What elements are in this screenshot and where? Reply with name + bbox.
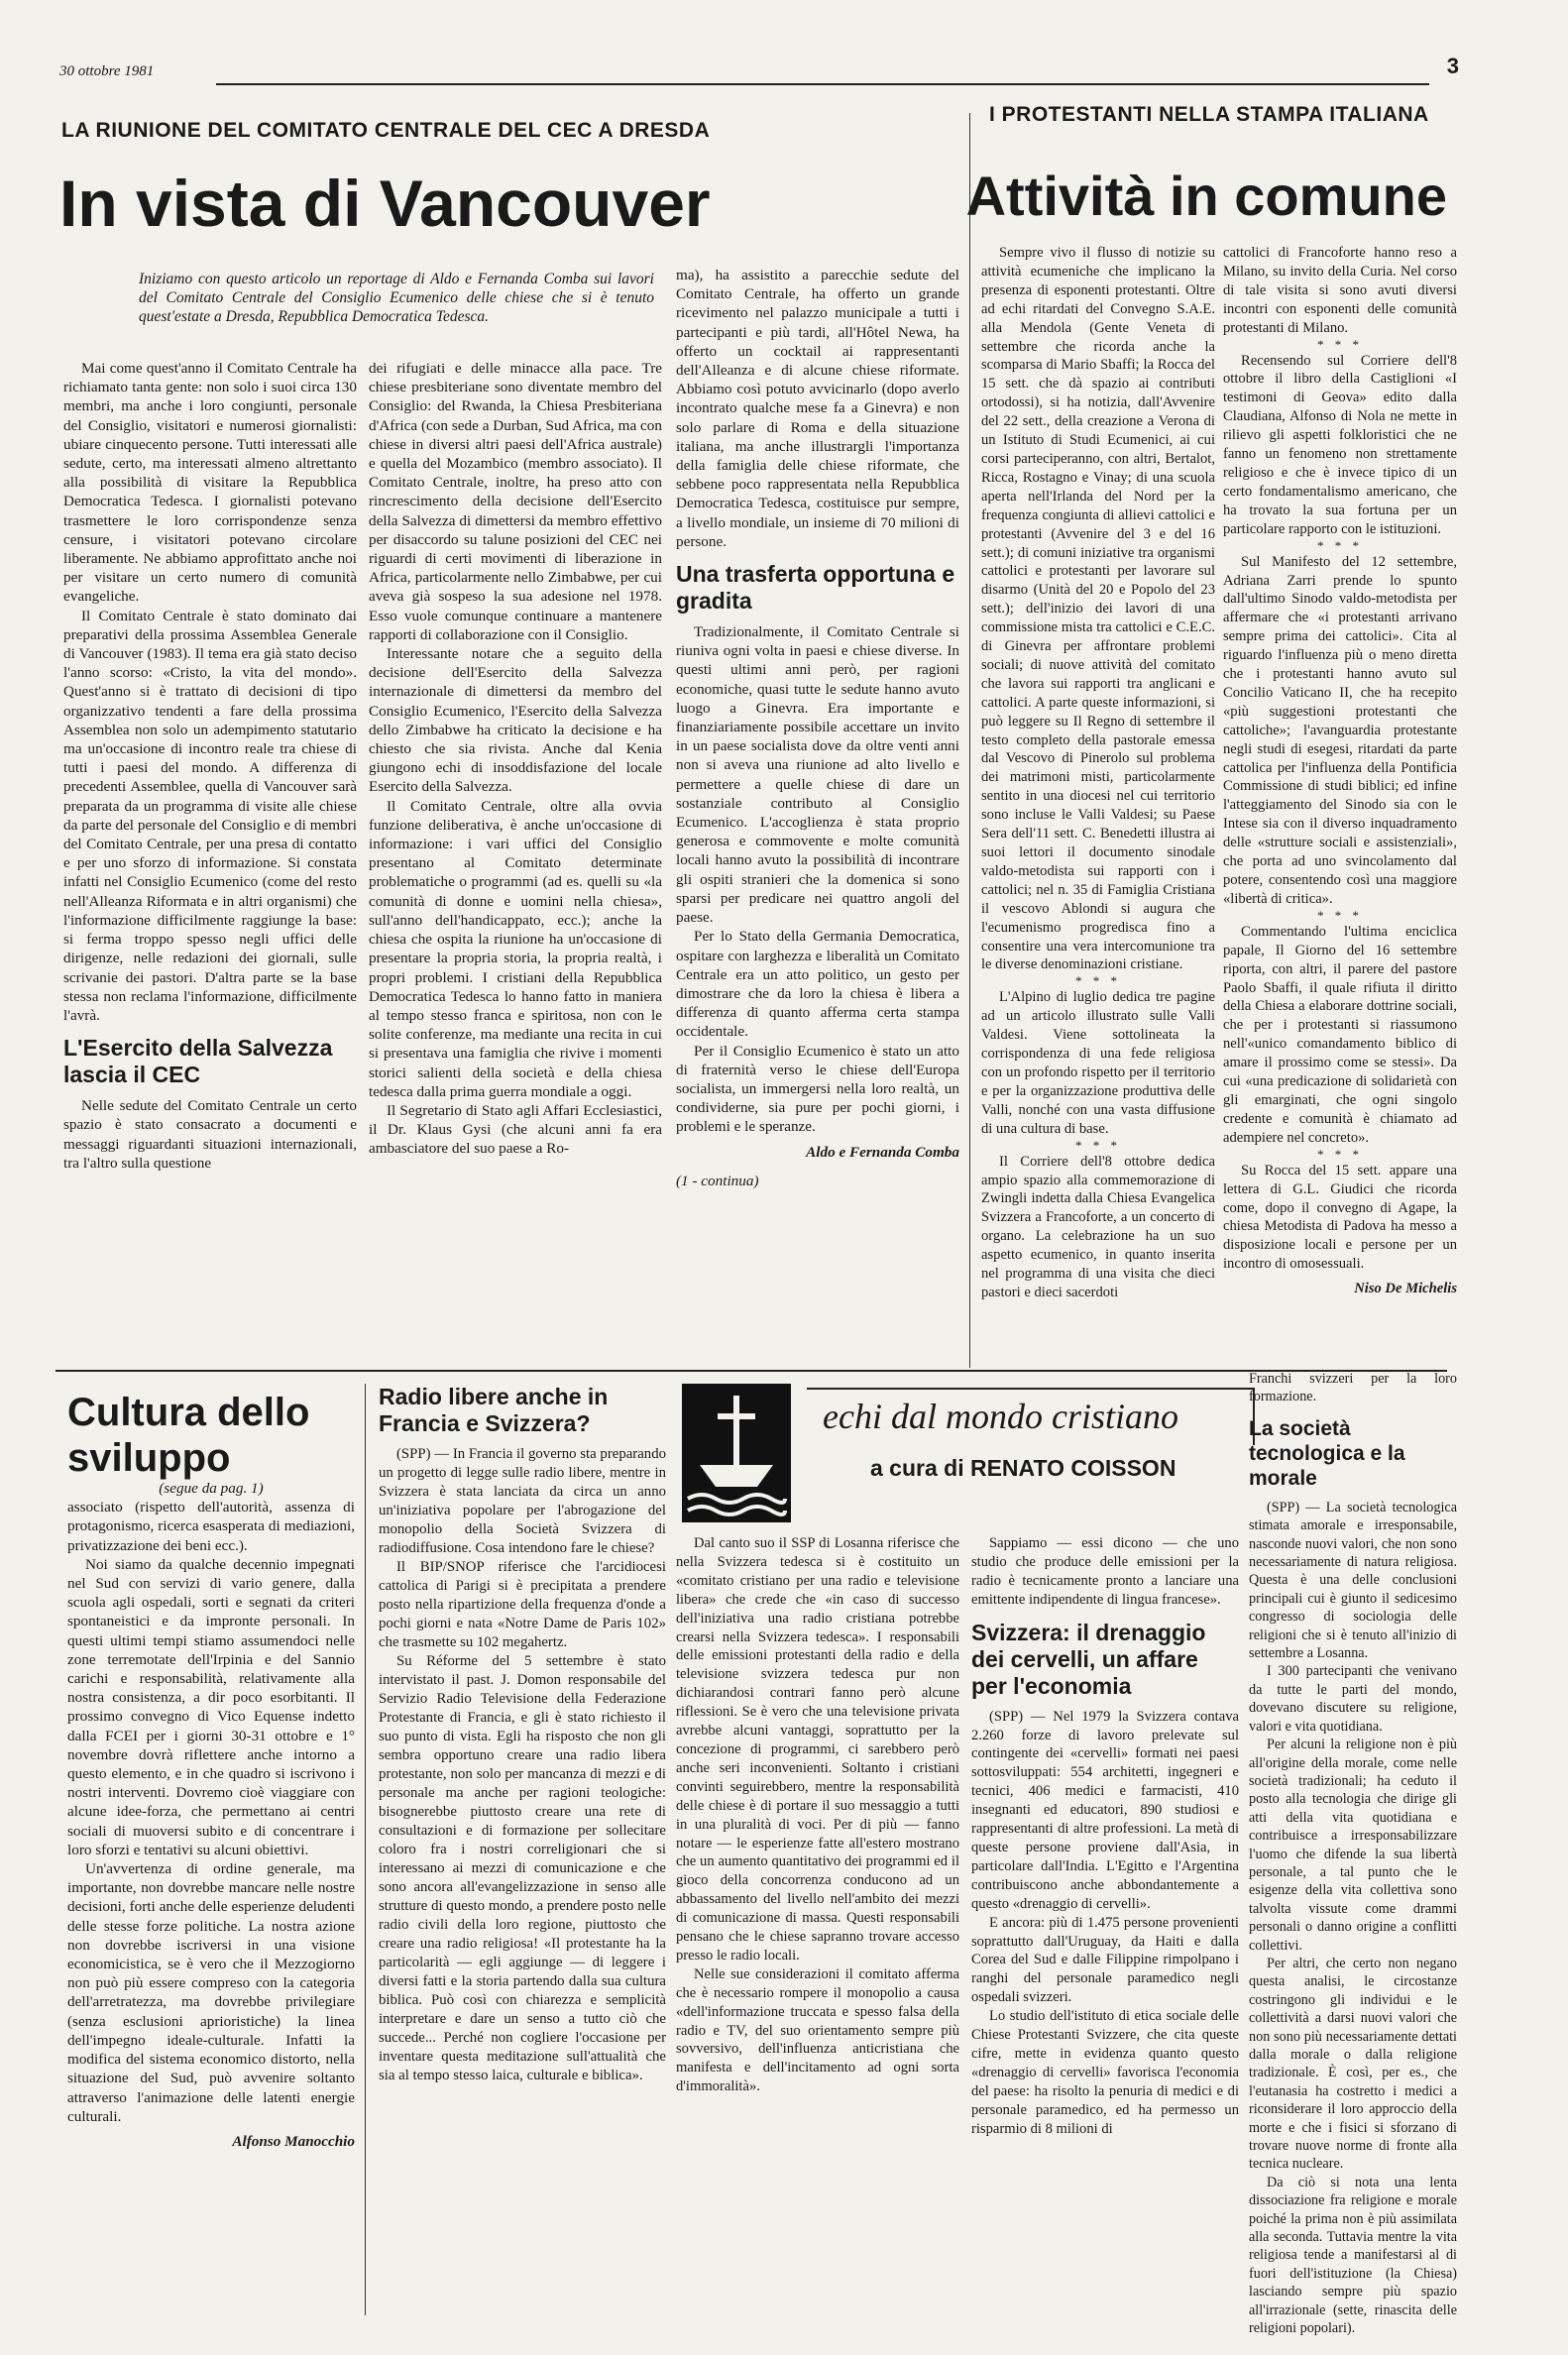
- paragraph: Sul Manifesto del 12 settembre, Adriana Zarri prende lo spunto dall'ultimo Sinodo valdo-metodista per affermare che «i protestanti arrivano sempre prima dei cattolici». Cita al riguardo l'influenza più o meno diretta che i protestanti hanno avuto sul Concilio Vaticano II, che ha recepito «più suggestioni protestanti che cattoliche»; l'avanguardia protestante negli studi di esegesi, ritardati da parte cattolica per l'influenza della Pontificia Commissione di studi biblici; ed infine l'atteggiamento del Sinodo sia con le Intese sia con il diverso inquadramento delle «strutture sociali e assistenziali», che porta ad uno svincolamento dal potere, consentendo così una maggiore «libertà di critica».: [1223, 553, 1457, 907]
- paragraph: (SPP) — La società tecnologica stimata amorale e irresponsabile, nasconde nuovi valori, che non sono necessariamente di natura religiosa. Questa è una delle conclusioni principali cui è giunto il sedicesimo congresso di sociologia delle religioni che si è tenuto all'inizio di settembre a Losanna.: [1249, 1499, 1457, 1662]
- paragraph: Interessante notare che a seguito della decisione dell'Esercito della Salvezza internazionale di dimettersi da membro del Consiglio Ecumenico, l'Esercito della Salvezza dello Zimbabwe ha criticato la decisione e ha chiesto che sia rivista. Anche dal Kenia giungono echi di insoddisfazione del locale Esercito della Salvezza.: [369, 645, 662, 796]
- page-number: 3: [1446, 54, 1459, 78]
- paragraph: (SPP) — Nel 1979 la Svizzera contava 2.260 forze di lavoro prelevate sul contingente dei «cervelli» formati nei paesi sottosviluppati: 554 architetti, ingegneri e tecnici, 406 medici e farmacisti, 410 insegnanti ed educatori, 890 studiosi e rappresentanti di altre professioni. La metà di queste persone proviene dall'Asia, in particolare dall'India. L'Egitto e l'Argentina contribuiscono anche abbondantemente a questo «drenaggio di cervelli».: [971, 1708, 1239, 1912]
- paragraph: Commentando l'ultima enciclica papale, Il Giorno del 16 settembre riporta, con altri, il parere del pastore Paolo Sbaffi, il quale rifiuta il diritto della Chiesa a elaborare dottrine sociali, che per i protestanti si riassumono nell'«unico comandamento biblico di amare il prossimo come se stessi». Da cui «una predicazione di solidarietà con gli emarginati, che ogni singolo credente e comunità è chiamato ad adempiere nel concreto».: [1223, 923, 1457, 1146]
- left-kicker: LA RIUNIONE DEL COMITATO CENTRALE DEL CEC A DRESDA: [61, 119, 711, 142]
- paragraph: dei rifugiati e delle minacce alla pace. Tre chiese presbiteriane sono diventate membro del Consiglio: del Rwanda, la Chiesa Presbiteriana d'Africa (con sede a Durban, Sud Africa, ma con chiese in diversi altri paesi dell'Africa australe) e quella del Mozambico (membro associato). Il Comitato Centrale, inoltre, ha preso atto con rincrescimento della decisione dell'Esercito della Salvezza di dimettersi da membro effettivo per disaccordo su talune posizioni del CEC nei riguardi di certi movimenti di liberazione in Africa, particolarmente nello Zimbabwe, per cui aveva già sospeso la sua adesione nel 1978. Esso vuole comunque continuare a mantenere rapporti di collaborazione con il Consiglio.: [369, 360, 662, 643]
- echi-col-c: [1249, 1370, 1457, 2338]
- right-headline: Attività in comune: [965, 165, 1447, 227]
- paragraph: Sempre vivo il flusso di notizie su attività ecumeniche che implicano la presenza di esponenti protestanti. Oltre ad echi ritardati del Convegno S.A.E. alla Mendola (Gente Veneta di settembre che ricorda anche la scomparsa di Mario Sbaffi; la Rocca del 15 sett. che dà spazio ai contributi ortodossi), si ha notizia, dall'Avvenire del 22 sett., della creazione a Verona di un Istituto di Studi Ecumenici, ai cui corsi parteciperanno, con altri, Bertalot, Ricca, Rostagno e Vinay; di una scuola aperta nell'Irlanda del Nord per la frequenza congiunta di allievi cattolici e protestanti (Avvenire del 3 e del 16 sett.); di comuni iniziative tra organismi cattolici e protestanti per lavorare sul disarmo (Unità del 20 e Popolo del 23 sett.); dell'inizio dei lavori di una commissione mista tra cattolici e C.E.C. di Ginevra per affrontare problemi sociali; di nuove attività del comitato che lavora sui rapporti tra anglicani e cattolici. A parte queste informazioni, si può leggere su Il Regno di settembre il testo completo della pastorale emessa dal Vescovo di Pinerolo sul problema dei matrimoni misti, particolarmente sentito in una diocesi nel cui territorio sono incluse le Valli Valdesi; su Paese Sera dell'11 sett. C. Benedetti illustra ai suoi lettori il documento sinodale valdo-metodista sui rapporti con i cattolici; nel n. 35 di Famiglia Cristiana il vescovo Ablondi si augura che l'ecumenismo progredisca fino a consentire una vera intercomunione tra le diverse denominazioni cristiane.: [981, 245, 1215, 973]
- paragraph: Su Rocca del 15 sett. appare una lettera di G.L. Giudici che ricorda come, dopo il convegno di Agape, la chiesa Metodista di Padova ha messo a disposizione locali e persone per un incontro di omosessuali.: [1223, 1162, 1457, 1273]
- right-kicker: I PROTESTANTI NELLA STAMPA ITALIANA: [989, 103, 1429, 126]
- paragraph: Per alcuni la religione non è più all'origine della morale, come nelle società tradizionali; ha ceduto il posto alla tecnologia che dirige gli atti della vita quotidiana e contribuisce a irresponsabilizzare l'uomo che difende la sua libertà personale, a tal punto che le esigenze della vita collettiva sono talvolta vissute come drammi personali o danno origine a conflitti collettivi.: [1249, 1737, 1457, 1954]
- section-stars: * * *: [1317, 907, 1363, 923]
- right-col2: [1223, 244, 1457, 1298]
- paragraph: L'Alpino di luglio dedica tre pagine ad un articolo illustrato sulle Valli Valdesi. Viene sottolineata la corrispondenza di una fede religiosa con un profondo rispetto per il territorio e per la organizzazione produttiva delle Valli, nonché con una vasta diffusione di una cultura di base.: [981, 989, 1215, 1137]
- byline: Alfonso Manocchio: [232, 2132, 355, 2150]
- section-banner-text: echi dal mondo cristiano: [823, 1397, 1178, 1436]
- cross-boat-logo: [682, 1384, 791, 1522]
- paragraph: Nelle sedute del Comitato Centrale un certo spazio è stato consacrato a documenti e messaggi riguardanti situazioni internazionali, tra l'altro sulla questione: [63, 1097, 357, 1172]
- paragraph: Per il Consiglio Ecumenico è stato un atto di fraternità verso le chiese dell'Europa socialista, un immergersi nella loro realtà, un condividerne, sia pure per pochi giorni, i problemi e le speranze.: [676, 1042, 959, 1136]
- section-stars: * * *: [1075, 1137, 1121, 1153]
- paragraph: Sappiamo — essi dicono — che uno studio che produce delle emissioni per la radio è tecnicamente pronto a lanciare una emittente indipendente di lingua francese».: [971, 1535, 1239, 1608]
- right-col1: [981, 244, 1215, 1302]
- continued-note: (1 - continua): [676, 1172, 759, 1189]
- issue-date: 30 ottobre 1981: [59, 63, 155, 79]
- header-rule: [216, 83, 1429, 85]
- left-col1: [63, 359, 357, 1173]
- subheading: Svizzera: il drenaggio dei cervelli, un affare per l'economia: [971, 1619, 1206, 1699]
- paragraph: Il BIP/SNOP riferisce che l'arcidiocesi cattolica di Parigi si è precipitata a prendere posto nella ripartizione della frequenza d'onde a pochi giorni e nata «Notre Dame de Paris 102» che trasmette su 102 megahertz.: [379, 1559, 666, 1650]
- subheading: L'Esercito della Salvezza lascia il CEC: [63, 1035, 333, 1088]
- section-stars: * * *: [1075, 973, 1121, 989]
- paragraph: Nelle sue considerazioni il comitato afferma che è necessario rompere il monopolio a causa «dell'informazione truccata e spesso falsa della radio e TV, del suo orientamento sempre più sovversivo, dell'influenza anticristiana che manifesta e dell'incitamento ad ogni sorta d'immoralità».: [676, 1965, 959, 2095]
- paragraph: Mai come quest'anno il Comitato Centrale ha richiamato tanta gente: non solo i suoi circa 130 membri, ma anche i loro congiunti, personale del Consiglio, visitatori e numerosi giornalisti: ubiare cinquecento persone. Tutti interessati alle sedute, certo, ma interessati almeno altrettanto alla possibilità di visitare la Repubblica Democratica Tedesca. I giornalisti potevano trasmettere le loro corrispondenze senza censure, i visitatori potevano circolare liberamente. Ne abbiamo approfittato anche noi per visitare un certo numero di comunità evangeliche.: [63, 360, 357, 606]
- byline: Aldo e Fernanda Comba: [806, 1143, 959, 1161]
- paragraph: Per lo Stato della Germania Democratica, ospitare con larghezza e liberalità un Comitato Centrale era un atto politico, un gesto per dimostrare che da loro la chiesa è libera a differenza di quanto afferma certa stampa occidentale.: [676, 928, 959, 1041]
- paragraph: Lo studio dell'istituto di etica sociale delle Chiese Protestanti Svizzere, che cita queste cifre, mette in evidenza quanto questo «drenaggio di cervelli» favorisca l'economia del paese: ha risolto la penuria di medici e di personale paramedico, ed ha permesso un risparmio di 8 milioni di: [971, 2008, 1239, 2137]
- bottom-left-col: [67, 1479, 355, 2151]
- paragraph: Recensendo sul Corriere dell'8 ottobre il libro della Castiglioni «I testimoni di Geova» edito dalla Claudiana, Alfonso di Nola ne mette in rilievo gli aspetti folkloristici che ne fanno un fenomeno non strettamente religioso e che è invece tipico di un certo fondamentalismo americano, che ha trovato la sua fortuna per un particolare rapporto con le istituzioni.: [1223, 352, 1457, 537]
- paragraph: Su Réforme del 5 settembre è stato intervistato il past. J. Domon responsabile del Servizio Radio Televisione della Federazione Protestante di Francia, e gli è stato richiesto il suo punto di vista. Egli ha risposto che non gli sembra opportuno creare una radio libera protestante, non solo per mancanza di mezzi e di personale ma anche per ragioni teologiche: bisognerebbe piuttosto creare una rete di consultazioni e di formazione per sollecitare coloro fra i nostri correligionari che si interessano ai mezzi di comunicazione e che sono ancora all'evangelizzazione in senso alle strutture di questo mondo, a prendere posto nelle radio civili della loro regione, piuttosto che creare una radio religiosa! «Il protestante ha la particolarità — egli aggiunge — di leggere i diversi fatti e la storia partendo dalla sua cultura biblica. Può così con chiarezza e semplicità interpretare e dare un senso a tutto ciò che succede... Perché non cogliere l'occasione per inventare questa meditazione sull'attualità che sia al tempo stesso laica, culturale e biblica».: [379, 1653, 666, 2083]
- paragraph: (SPP) — In Francia il governo sta preparando un progetto di legge sulle radio libere, mentre in Svizzera è stata lanciata da circa un anno un'iniziativa popolare per l'abrogazione del monopolio della Società Svizzera di radiodiffusione. Cosa intendono fare le chiese?: [379, 1446, 666, 1556]
- continued-from: (segue da pag. 1): [159, 1480, 264, 1497]
- left-headline: In vista di Vancouver: [59, 167, 711, 240]
- bottom-left-headline: Cultura dello sviluppo: [67, 1391, 310, 1480]
- section-editor: a cura di RENATO COISSON: [870, 1455, 1176, 1481]
- left-lede: Iniziamo con questo articolo un reportage di Aldo e Fernanda Comba sui lavori del Comitato Centrale del Consiglio Ecumenico delle chiese che si è tenuto quest'estate a Dresda, Repubblica Democratica Tedesca.: [139, 271, 654, 325]
- section-banner: [807, 1388, 1255, 1445]
- paragraph: I 300 partecipanti che venivano da tutte le parti del mondo, dovevano discutere su religione, valori e vita quotidiana.: [1249, 1663, 1457, 1735]
- byline: Niso De Michelis: [1354, 1281, 1457, 1297]
- paragraph: Per altri, che certo non negano questa analisi, le circostanze costringono gli individui e le collettività a darsi nuovi valori che non sono più necessariamente dettati dalla morale o dalla religione tradizionale. È così, per es., che l'eutanasia ha costretto i medici a riconsiderare il loro approccio della morte e che i fisici si sforzano di trovare nuove norme di fronte alla tecnica nucleare.: [1249, 1955, 1457, 2173]
- left-col3: [676, 266, 959, 1190]
- paragraph: Il Comitato Centrale, oltre alla ovvia funzione deliberativa, è anche un'occasione di informazione: i vari uffici del Consiglio presentano al Comitato determinate problematiche o programmi (ad es. quelli su «la comunità di donne e uomini nella chiesa», sull'anno dell'handicappato, ecc.); anche la chiesa che ospita la riunione ha un'occasione di presentare la propria storia, la propria realtà, i propri problemi. I cristiani della Repubblica Democratica Tedesca lo hanno fatto in maniera al tempo stesso franca e spiritosa, non con le solite conferenze, ma mediante una recita in cui si presentava una famiglia che rivive i momenti storici salienti della società e della chiesa tedesca dalla prima guerra mondiale a oggi.: [369, 797, 662, 1100]
- newspaper-page: [38, 44, 1467, 2337]
- paragraph: associato (rispetto dell'autorità, assenza di protagonismo, ricerca esasperata di mediazioni, privatizzazione dei beni ecc.).: [67, 1499, 355, 1554]
- subheading: Una trasferta opportuna e gradita: [676, 561, 955, 615]
- paragraph: Il Comitato Centrale è stato dominato dai preparativi della prossima Assemblea Generale di Vancouver (1983). Il tema era già stato deciso l'anno scorso: «Cristo, la vita del mondo». Quest'anno si è trattato di decisioni di tipo organizzativo tendenti a fare della prossima Assemblea non solo un adempimento statutario ma un'occasione di incontro reale tra chiese di tutti i paesi del mondo. A differenza di precedenti Assemblee, quella di Vancouver sarà preparata da un programma di visite alle chiese da parte del personale del Consiglio e di membri del Comitato Centrale, per una presa di contatto e per uno sforzo di informazione. Si constata infatti nel Consiglio Ecumenico (come del resto nell'Alleanza Riformata e in altri organismi) che l'informazione difficilmente raggiunge la base: si ferma troppo spesso negli uffici delle dirigenze, nelle redazioni dei giornali, sulle scrivanie dei pastori. D'altra parte se la base stessa non reclama l'informazione, difficilmente l'avrà.: [63, 607, 357, 1024]
- paragraph: Il Segretario di Stato agli Affari Ecclesiastici, il Dr. Klaus Gysi (che alcuni anni fa era ambasciatore del suo paese a Ro-: [369, 1101, 662, 1158]
- section-stars: * * *: [1317, 336, 1363, 352]
- bottom-mid-headline: Radio libere anche in Francia e Svizzera?: [379, 1384, 609, 1436]
- echi-col-a: [676, 1534, 959, 2096]
- paragraph: Un'avvertenza di ordine generale, ma importante, non dovrebbe mancare nelle nostre decisioni, forti anche delle esperienze deludenti delle stesse forze politiche. La nostra azione non dovrebbe iscriversi in una visione economicistica, se è vero che il Mezzogiorno non può più essere compreso con la categoria dell'arretratezza, ma dovrebbe privilegiare (senza esclusioni aprioristiche) la linea dell'impegno ideale-culturale. Infatti la modifica del sistema economico distorto, nella situazione del Sud, può avvenire soltanto attraverso l'animazione delle latenti energie culturali.: [67, 1860, 355, 2125]
- paragraph: Da ciò si nota una lenta dissociazione fra religione e morale poiché la prima non è più assimilata alla seconda. Tuttavia mentre la vita religiosa tende a manifestarsi al di fuori dell'istituzione (la Chiesa) lasciando sempre più spazio all'irrazionale (sette, rinascita delle religioni popolari).: [1249, 2174, 1457, 2337]
- echi-col-b: [971, 1534, 1239, 2138]
- paragraph: Tradizionalmente, il Comitato Centrale si riuniva ogni volta in paesi e chiese diverse. In questi ultimi anni però, per ragioni economiche, quasi tutte le sedute hanno avuto luogo a Ginevra. Era importante e finanziariamente possibile accettare un invito in un paese socialista dove da oltre venti anni non si aveva una riunione ad alto livello e permettere a quelle chiese di dare un sostanziale contributo al Consiglio Ecumenico. L'accoglienza è stata proprio generosa e commovente e molte comunità locali hanno avuto la possibilità di incontrare gli ospiti stranieri che la domenica si sono sparsi per predicare nei quattro angoli del paese.: [676, 623, 959, 927]
- section-stars: * * *: [1317, 1146, 1363, 1162]
- paragraph: ma), ha assistito a parecchie sedute del Comitato Centrale, ha offerto un grande ricevimento nel palazzo municipale a tutti i partecipanti e più tardi, all'Hôtel Newa, ha offerto un cocktail ai rappresentanti dell'Alleanza e di alcune chiese riformate. Abbiamo così potuto avvicinarlo (dopo averlo incontrato qualche mese fa a Ginevra) e non solo parlare di Roma e della situazione italiana, ma anche illustrargli l'importanza della famiglia delle chiese riformate, che sebbene poco rappresentata nella Repubblica Democratica Tedesca, costituisce pur sempre, a livello mondiale, un insieme di 70 milioni di persone.: [676, 267, 959, 550]
- bottom-mid-col: [379, 1445, 666, 2085]
- left-col2: [369, 359, 662, 1159]
- subheading: La società tecnologica e la morale: [1249, 1416, 1405, 1490]
- section-stars: * * *: [1317, 537, 1363, 553]
- column-divider: [365, 1384, 366, 2315]
- paragraph: Franchi svizzeri per la loro formazione.: [1249, 1371, 1457, 1405]
- section-rule: [56, 1370, 1447, 1372]
- paragraph: E ancora: più di 1.475 persone provenienti soprattutto dall'Uruguay, da Haiti e dalla Corea del Sud e dalle Filippine rimpolpano i ranghi del personale paramedico negli ospedali svizzeri.: [971, 1914, 1239, 2006]
- column-divider: [969, 113, 970, 1368]
- page-header: [38, 56, 1467, 81]
- paragraph: cattolici di Francoforte hanno reso a Milano, su invito della Curia. Nel corso di tale visita si sono avuti diversi incontri con esponenti delle comunità protestanti di Milano.: [1223, 245, 1457, 336]
- paragraph: Noi siamo da qualche decennio impegnati nel Sud con servizi di vario genere, dalla scuola agli ospedali, sorti e segnati da criteri spontaneistici e da impronte personali. In questi ultimi tempi stiamo assumendoci nelle zone terremotate dell'Irpinia e del Sannio carichi e responsabilità, relativamente alla nostra consistenza, a dir poco esorbitanti. Il prossimo convegno di Vico Equense indetto dalla FCEI per i giorni 30-31 ottobre e 1° novembre dovrà riflettere anche intorno a questo elemento, e in che quadro si iscrivono i nostri interventi. Dovremo cioè viaggiare con alcune idee-forza, che permettano ai centri sociali di muoversi subito e di concentrare i loro sforzi e tentativi su alcuni obiettivi.: [67, 1555, 355, 1858]
- paragraph: Il Corriere dell'8 ottobre dedica ampio spazio alla commemorazione di Zwingli indetta dalla Chiesa Evangelica Svizzera a Francoforte, a un concerto di organo. La celebrazione ha un suo aspetto ecumenico, in quanto inserita nel programma di una visita che dieci pastori e dieci sacerdoti: [981, 1153, 1215, 1300]
- paragraph: Dal canto suo il SSP di Losanna riferisce che nella Svizzera tedesca si è costituito un «comitato cristiano per una radio e televisione libera» che crede che «in caso di successo dell'iniziativa una radio cristiana potrebbe crearsi nella Svizzera tedesca». I responsabili delle emissioni protestanti della radio e della televisione svizzera tedesca pur non dichiarandosi contrari fanno però alcune riflessioni. Se è vero che una televisione privata avrebbe alcuni vantaggi, soprattutto per la concezione di programmi, ci sarebbero però anche seri inconvenienti. Soltanto i cristiani convinti seguirebbero, mentre la responsabilità delle chiese è di portare il suo messaggio a tutti in una pluralità di voci. Per di più — fanno notare — le esperienze fatte all'estero mostrano che un aumento quantitativo dei programmi ed il gioco della concorrenza conducono ad un abbassamento del livello nell'ambito dei mezzi di comunicazione di massa. Questi responsabili pensano che le chiese sapranno trovare accesso presso le radio locali.: [676, 1535, 959, 1963]
